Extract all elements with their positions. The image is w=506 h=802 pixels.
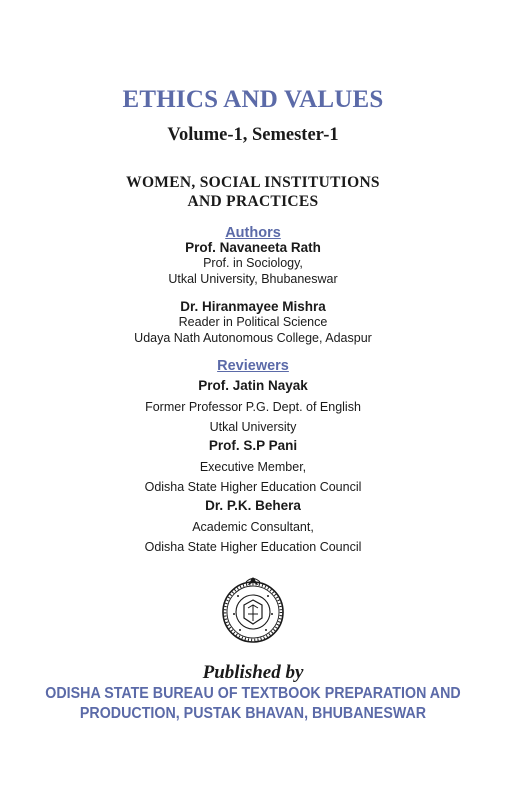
topic-line-1: WOMEN, SOCIAL INSTITUTIONS xyxy=(126,174,380,191)
reviewer-affiliation: Utkal University xyxy=(209,420,297,434)
authors-heading: Authors xyxy=(225,225,281,241)
reviewer-role: Academic Consultant, xyxy=(192,520,314,534)
publisher-line-1: ODISHA STATE BUREAU OF TEXTBOOK PREPARATION AND xyxy=(45,685,461,702)
reviewer-name: Prof. S.P Pani xyxy=(208,438,298,453)
reviewer-affiliation: Odisha State Higher Education Council xyxy=(144,480,362,494)
author-affiliation: Udaya Nath Autonomous College, Adaspur xyxy=(134,331,372,345)
reviewer-name: Prof. Jatin Nayak xyxy=(198,378,308,393)
reviewer-role: Former Professor P.G. Dept. of English xyxy=(145,400,361,414)
reviewer-affiliation: Odisha State Higher Education Council xyxy=(144,540,362,554)
author-role: Reader in Political Science xyxy=(178,315,328,329)
reviewer-name: Dr. P.K. Behera xyxy=(205,498,301,513)
bureau-seal-emblem-icon xyxy=(218,574,288,646)
author-affiliation: Utkal University, Bhubaneswar xyxy=(168,272,338,286)
author-name: Dr. Hiranmayee Mishra xyxy=(180,299,326,314)
topic-line-2: AND PRACTICES xyxy=(187,193,319,210)
author-name: Prof. Navaneeta Rath xyxy=(185,240,321,255)
reviewer-role: Executive Member, xyxy=(199,460,307,474)
volume-semester: Volume-1, Semester-1 xyxy=(167,125,339,145)
author-role: Prof. in Sociology, xyxy=(203,256,303,270)
reviewers-heading: Reviewers xyxy=(217,358,289,374)
published-by: Published by xyxy=(202,662,304,683)
publisher-line-2: PRODUCTION, PUSTAK BHAVAN, BHUBANESWAR xyxy=(79,705,427,722)
book-title: ETHICS AND VALUES xyxy=(122,86,384,113)
